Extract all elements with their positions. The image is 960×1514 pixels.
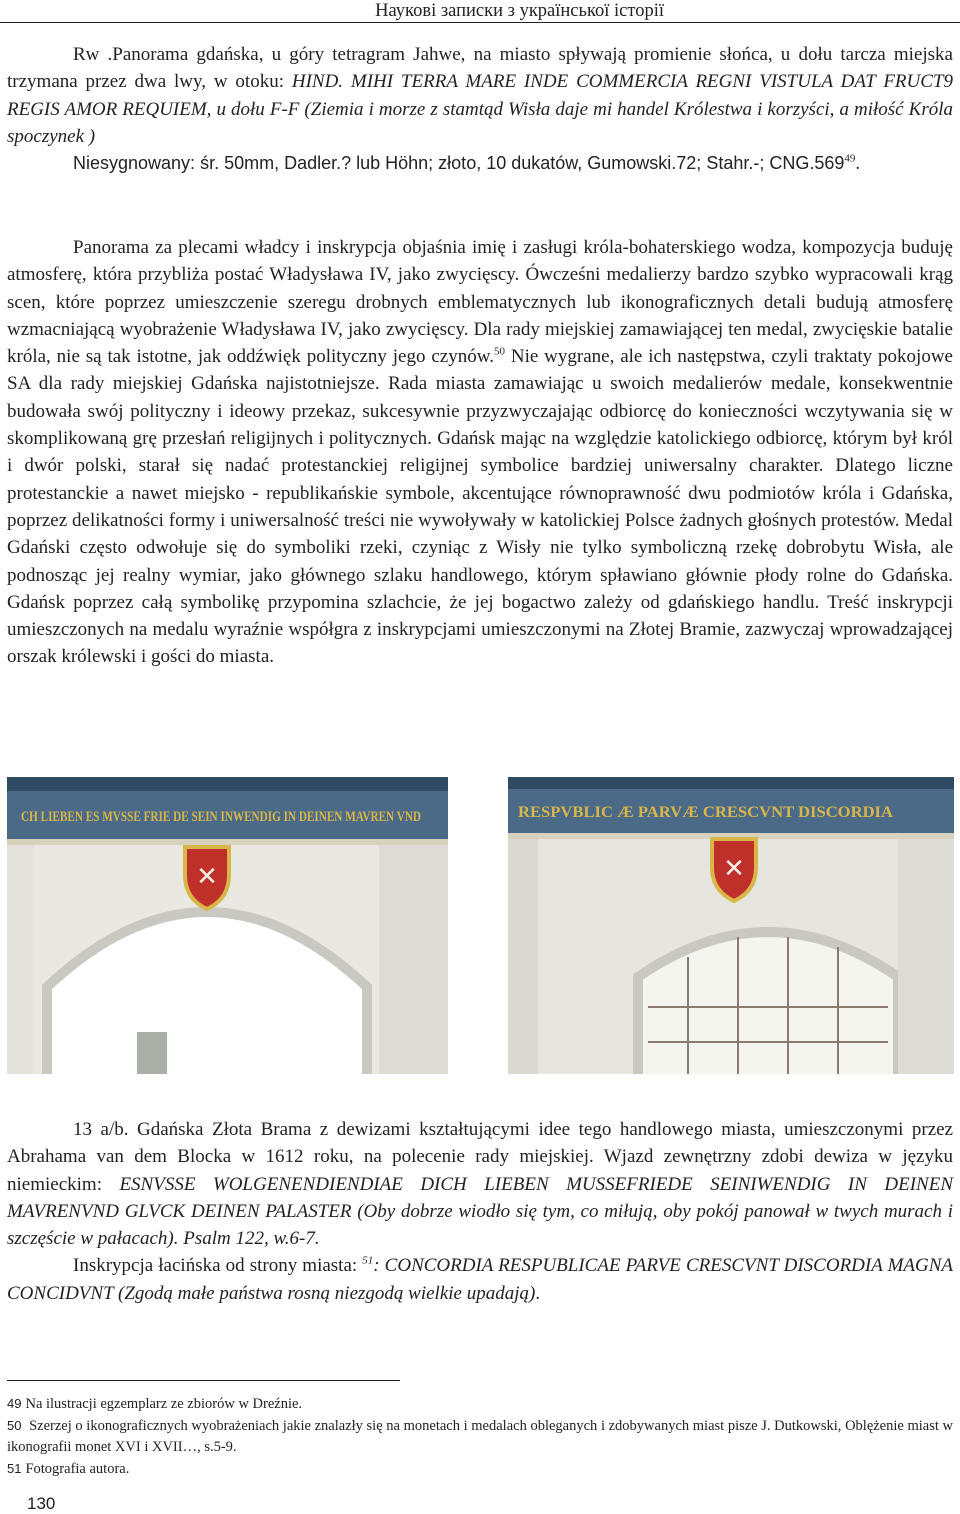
caption-latin-lead: Inskrypcja łacińska od strony miasta:: [73, 1255, 363, 1277]
page-number: 130: [27, 1494, 56, 1513]
coin-description-text: [7, 41, 953, 150]
caption-latin: [7, 1252, 953, 1307]
danzig-shield-right: [712, 839, 756, 901]
footnote-number: 50: [7, 1418, 22, 1433]
main-paragraph: [7, 234, 953, 671]
footnote-text: Szerzej o ikonograficznych wyobrażeniach jakie znalazły się na monetach i medalach obleganych i zdobywanych miast pisze J. Dutkowski, Oblężenie miast w ikonografii monet XVI i XVII…, s.5-9.: [7, 1418, 953, 1455]
caption-latin-text: : CONCORDIA RESPUBLICAE PARVE CRESCVNT DISCORDIA MAGNA CONCIDVNT (Zgodą małe państwa rosną niezgodą wielkie upadają): [7, 1255, 954, 1304]
danzig-shield-left: [185, 847, 229, 909]
caption-german: ESNVSSE WOLGENENDIENDIAE DICH LIEBEN MUSSEFRIEDE SEINIWENDIG IN DEINEN MAVRENVND GLVCK DEINEN PALASTER (Oby dobrze wiodło się tym, co miłują, oby pokój panował w twych murach i szczęście w pałacach). Psalm 122, w.6-7.: [7, 1173, 953, 1250]
coin-spec-end: .: [855, 153, 861, 175]
footnote-rule: [7, 1380, 400, 1381]
footnote-text: Na ilustracji egzemplarz ze zbiorów w Dreźnie.: [25, 1396, 303, 1412]
figure-caption: [7, 1116, 953, 1307]
photo-golden-gate-inner: [508, 777, 954, 1074]
caption-text: [7, 1116, 953, 1252]
running-header: [0, 0, 960, 23]
footnote-51: [7, 1458, 953, 1480]
left-gate-inscription: CH LIEBEN ES MVSSE FRIE DE SEIN INWENDIG IN DEINEN MAVREN VND: [21, 809, 422, 825]
coin-legend: HIND. MIHI TERRA MARE INDE COMMERCIA REGNI VISTULA DAT FRUCT9 REGIS AMOR REQUIEM, u dołu F-F (Ziemia i morze z stamtąd Wisła daje mi handel Królestwa i korzyści, a miłość Króla spoczynek ): [7, 71, 953, 147]
main-paragraph-text: [7, 234, 953, 671]
footnote-50: [7, 1415, 953, 1458]
coin-spec: [7, 150, 953, 177]
main-part-1: Panorama za plecami władcy i inskrypcja objaśnia imię i zasługi króla-bohaterskiego wodza, kompozycja buduję atmosferę, która przybliża postać Władysława IV, jako zwycięscy. Ówcześni medalierzy bardzo szybko wypracowali krąg scen, które poprzez umieszczenie szeregu drobnych emblematycznych lub ikonograficznych detali budują atmosferę wzmacniającą wyobrażenie Władysława IV, jako zwycięscy. Dla rady miejskiej zamawiającej ten medal, zwycięskie batalie króla, nie są tak istotne, jak oddźwięk polityczny jego czynów.: [7, 237, 953, 368]
main-part-2: Nie wygrane, ale ich następstwa, czyli traktaty pokojowe SA dla rady miejskiej Gdańska najistotniejsze. Rada miasta zamawiając u swoich medalierów medale, konsekwentnie budowała swój polityczny i ideowy przekaz, sukcesywnie przyzwyczajając odbiorcę do konieczności wczytywania się w skomplikowaną grę przesłań religijnych i politycznych. Gdańsk mając na względzie katolickiego odbiorcę, którym był król i dwór polski, starał się nadać protestanckiej religijnej symbolice bardziej uniwersalny charakter. Dlatego liczne protestanckie a nawet miejsko - republikańskie symbole, akcentujące równoprawność dwu podmiotów króla i Gdańska, poprzez delikatności formy i uniwersalność treści nie wywoływały w katolickiej Polsce żadnych głośnych protestów. Medal Gdański często odwołuje się do symboliki rzeki, czyniąc z Wisły nie tylko symboliczną rzekę dobrobytu Wisła, ale podnosząc jej realny wymiar, jako głównego szlaku handlowego, którym spławiano głównie płody rolne do Gdańska. Gdańsk poprzez całą symbolikę przypomina szlachcie, że jej bogactwo zależy od gdańskiego handlu. Treść inskrypcji umieszczonych na medalu wyraźnie współgra z inskrypcjami umieszczonymi na Złotej Bramie, zazwyczaj wprowadzającej orszak królewski i gości do miasta.: [7, 346, 953, 668]
caption-latin-end: .: [535, 1282, 541, 1304]
footnote-49: [7, 1393, 953, 1415]
gate-photo-right-svg: [508, 777, 954, 1074]
gate-photo-left-svg: [7, 777, 448, 1074]
coin-lead: Rw .Panorama gdańska, u góry tetragram Jahwe, na miasto spływają promienie słońca, u dołu tarcza miejska trzymana przez dwa lwy, w otoku:: [7, 44, 953, 93]
footnote-ref-49[interactable]: 49: [844, 152, 856, 165]
svg-text:✕: ✕: [723, 854, 745, 884]
journal-title: Наукові записки з української історії: [375, 1, 664, 21]
photo-golden-gate-outer: [7, 777, 448, 1074]
coin-spec-text: Niesygnowany: śr. 50mm, Dadler.? lub Höhn; złoto, 10 dukatów, Gumowski.72; Stahr.-; CNG.569: [73, 153, 845, 174]
footnote-number: 49: [7, 1396, 22, 1411]
footnote-ref-50[interactable]: 50: [493, 345, 505, 358]
coin-description: [7, 41, 953, 177]
caption-lead: 13 a/b. Gdańska Złota Brama z dewizami kształtującymi idee tego handlowego miasta, umieszczonymi przez Abrahama van dem Blocka w 1612 roku, na polecenie rady miejskiej. Wjazd zewnętrzny zdobi dewiza w języku niemieckim:: [7, 1119, 953, 1195]
footnote-text: Fotografia autora.: [25, 1461, 130, 1477]
footnotes: [7, 1393, 953, 1480]
right-gate-inscription: RESPVBLIC Æ PARVÆ CRESCVNT DISCORDIA: [518, 804, 894, 821]
svg-text:✕: ✕: [196, 862, 218, 892]
footnote-ref-51[interactable]: 51: [362, 1255, 374, 1268]
footnote-number: 51: [7, 1461, 22, 1476]
